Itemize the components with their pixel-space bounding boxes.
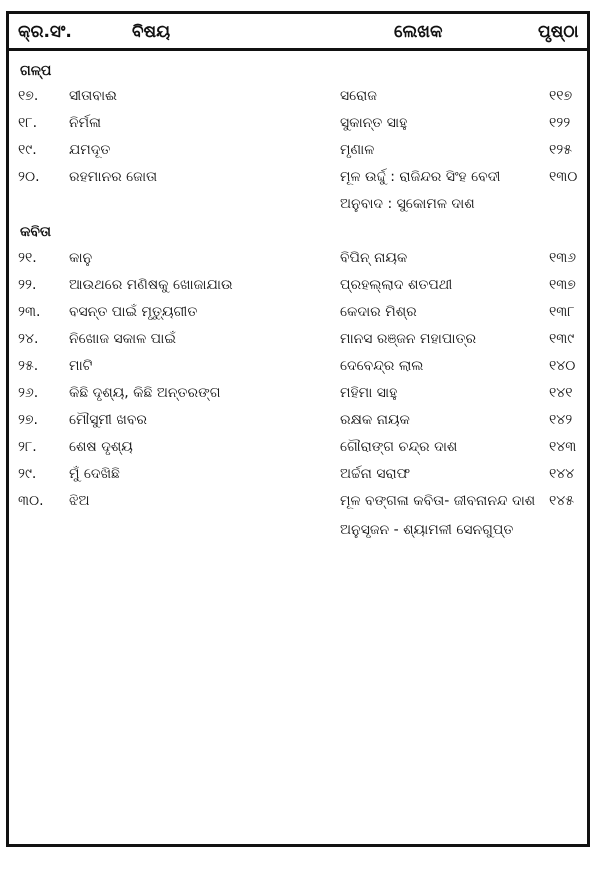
entry-translator: ଅନୁବାଦ : ସୁକୋମଳ ଦାଶ (340, 196, 475, 212)
entry-title: ମାଟି (69, 358, 93, 374)
entry-number: ୧୯. (18, 142, 37, 158)
entry-number: ୨୬. (18, 385, 39, 401)
entry-author: ମାନସ ରଞ୍ଜନ ମହାପାତ୍ର (340, 331, 477, 347)
entry-author: ମୂଳ ବଙ୍ଗଳା କବିତା- ଜୀବନାନନ୍ଦ ଦାଶ (340, 493, 536, 509)
entry-author: ମହିମା ସାହୁ (340, 385, 398, 401)
entry-author: ସୁକାନ୍ତ ସାହୁ (340, 115, 408, 131)
section-label-stories: ଗଳ୍ପ (20, 63, 52, 79)
toc-entry (9, 115, 587, 141)
entry-page: ୧୨୨ (549, 115, 571, 131)
entry-page: ୧୩୦ (549, 169, 578, 185)
entry-page: ୧୧୭ (549, 88, 573, 104)
entry-number: ୨୩. (18, 304, 41, 320)
entry-number: ୨୦. (18, 169, 40, 185)
entry-author: ବିପିନ୍ ନାୟକ (340, 250, 408, 266)
toc-entry (9, 466, 587, 492)
entry-title: ନିର୍ମଳା (69, 115, 102, 131)
entry-page: ୧୩୮ (549, 304, 575, 320)
entry-title: ମୁଁ ଦେଖିଛି (69, 466, 120, 482)
entry-page: ୧୪୦ (549, 358, 576, 374)
toc-entry (9, 385, 587, 411)
entry-author: କେଦାର ମିଶ୍ର (340, 304, 417, 320)
entry-number: ୧୮. (18, 115, 38, 131)
entry-title: ରହମାନର ଜୋତା (69, 169, 158, 185)
toc-entry (9, 250, 587, 276)
entry-title: ସୀତାବାଈ (69, 88, 118, 104)
entry-title: କିଛି ଦୃଶ୍ୟ, କିଛି ଅନ୍ତରଙ୍ଗ (69, 385, 221, 401)
toc-entry (9, 493, 587, 519)
entry-number: ୨୮. (18, 439, 37, 455)
entry-number: ୨୪. (18, 331, 39, 347)
header-subject: ବିଷୟ (132, 22, 171, 42)
toc-entry (9, 358, 587, 384)
entry-title: ଯମଦୂତ (69, 142, 111, 158)
header-serial-number: କ୍ର.ସଂ. (18, 22, 72, 42)
entry-number: ୧୭. (18, 88, 39, 104)
entry-page: ୧୪୨ (549, 412, 573, 428)
entry-page: ୧୨୫ (549, 142, 573, 158)
toc-entry (9, 331, 587, 357)
entry-number: ୨୯. (18, 466, 37, 482)
entry-title: ଝିଅ (69, 493, 90, 509)
entry-page: ୧୩୬ (549, 250, 577, 266)
toc-entry (9, 439, 587, 465)
toc-entry (9, 142, 587, 168)
entry-author: ସରୋଜ (340, 88, 377, 104)
entry-page: ୧୪୪ (549, 466, 575, 482)
entry-page: ୧୪୩ (549, 439, 577, 455)
header-page: ପୃଷ୍ଠା (538, 22, 579, 42)
entry-author: ମୃଣାଳ (340, 142, 375, 158)
entry-page: ୧୪୫ (549, 493, 575, 509)
entry-number: ୨୭. (18, 412, 38, 428)
entry-title: ଶେଷ ଦୃଶ୍ୟ (69, 439, 133, 455)
entry-author: ମୂଳ ଉର୍ଦ୍ଦୁ : ରାଜିନ୍ଦର ସିଂହ ବେଦୀ (340, 169, 501, 185)
toc-entry (9, 304, 587, 330)
toc-entry (9, 412, 587, 438)
entry-author: ପ୍ରହଲ୍ଲାଦ ଶତପଥୀ (340, 277, 453, 293)
entry-author: ରକ୍ଷକ ନାୟକ (340, 412, 410, 428)
section-label-poems: କବିତା (20, 224, 52, 240)
entry-page: ୧୪୧ (549, 385, 573, 401)
entry-author: ଗୌରାଙ୍ଗ ଚନ୍ଦ୍ର ଦାଶ (340, 439, 458, 455)
entry-title: କାନୁ (69, 250, 93, 266)
toc-entry (9, 169, 587, 195)
entry-number: ୩୦. (18, 493, 44, 509)
entry-author: ଦେବେନ୍ଦ୍ର ଲାଲ (340, 358, 424, 374)
entry-title: ନିଖୋଜ ସକାଳ ପାଇଁ (69, 331, 176, 347)
toc-entry (9, 277, 587, 303)
entry-page: ୧୩୭ (549, 277, 576, 293)
toc-entry (9, 88, 587, 114)
entry-number: ୨୨. (18, 277, 37, 293)
entry-author: ଅର୍ଚ୍ଚନା ସରାଫ (340, 466, 411, 482)
entry-page: ୧୩୯ (549, 331, 575, 347)
table-header (9, 14, 587, 51)
entry-number: ୨୧. (18, 250, 37, 266)
entry-title: ବସନ୍ତ ପାଇଁ ମୃତ୍ୟୁଗୀତ (69, 304, 198, 320)
entry-title: ମୌସୁମୀ ଖବର (69, 412, 148, 428)
entry-title: ଆଉଥରେ ମଣିଷକୁ ଖୋଜାଯାଉ (69, 277, 233, 293)
entry-adapter: ଅନୁସୃଜନ - ଶ୍ୟାମଳୀ ସେନଗୁପ୍ତ (340, 522, 514, 538)
entry-number: ୨୫. (18, 358, 39, 374)
header-author: ଲେଖକ (394, 22, 443, 42)
contents-frame (6, 11, 590, 847)
